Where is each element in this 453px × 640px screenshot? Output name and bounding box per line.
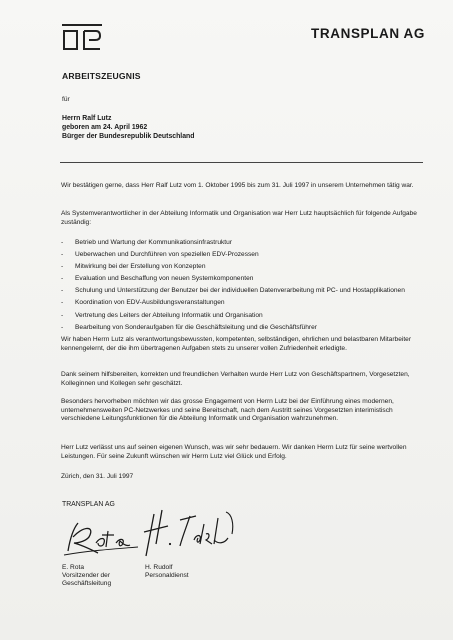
task-list — [61, 239, 431, 336]
intro-paragraph: Wir bestätigen gerne, dass Herr Ralf Lutz vom 1. Oktober 1995 bis zum 31. Juli 1997 in unserem Unternehmen tätig war. — [61, 182, 414, 189]
task-item — [61, 299, 431, 308]
bullet-dash: - — [61, 287, 64, 295]
signatory-left-name: E. Rota — [62, 564, 84, 571]
document-title: ARBEITSZEUGNIS — [62, 71, 141, 81]
bullet-dash: - — [61, 299, 64, 307]
company-name: TRANSPLAN AG — [311, 26, 425, 41]
task-item — [61, 324, 431, 333]
transplan-logo-icon — [60, 22, 104, 52]
task-text: Vertretung des Leiters der Abteilung Informatik und Organisation — [75, 311, 263, 319]
bullet-dash: - — [61, 251, 64, 259]
task-text: Bearbeitung von Sonderaufgaben für die Geschäftsleitung und die Geschäftsführer — [75, 323, 317, 331]
person-name: Herrn Ralf Lutz — [62, 115, 112, 122]
signature-company: TRANSPLAN AG — [62, 501, 115, 508]
divider-line — [60, 162, 423, 163]
signatory-right-role1: Personaldienst — [145, 572, 189, 580]
bullet-dash: - — [61, 263, 64, 271]
person-birthdate: geboren am 24. April 1962 — [62, 123, 148, 131]
bullet-dash: - — [61, 275, 64, 283]
task-item — [61, 312, 431, 321]
signatory-right-name: H. Rudolf — [145, 564, 173, 571]
signature-rudolf-icon — [140, 504, 240, 560]
signatory-right — [145, 564, 189, 580]
person-citizenship: Bürger der Bundesrepublik Deutschland — [62, 132, 195, 140]
task-item — [61, 251, 431, 260]
behavior-paragraph: Dank seinem hilfsbereiten, korrekten und freundlichen Verhalten wurde Herr Lutz von Geschäftspartnern, Vorgesetzten, Kolleginnen und Kollegen sehr geschätzt. — [61, 371, 410, 387]
task-text: Evaluation und Beschaffung von neuen Systemkomponenten — [75, 275, 254, 283]
task-text: Ueberwachen und Durchführen von speziellen EDV-Prozessen — [75, 251, 259, 259]
bullet-dash: - — [61, 311, 64, 319]
task-text: Mitwirkung bei der Erstellung von Konzepten — [75, 263, 206, 271]
signatory-left-role2: Geschäftsleitung — [62, 580, 112, 588]
engagement-paragraph: Besonders hervorheben möchten wir das grosse Engagement von Herrn Lutz bei der Einführung eines modernen, unternehmensweiten PC-Netzwerkes und seine Bereitschaft, nach dem Austritt seines Vorgesetzten interimistisch verschiedene Leitungsfunktionen für die Abteilung Informatik und Organisation wahrzunehmen. — [61, 398, 394, 422]
bullet-dash: - — [61, 323, 64, 331]
task-text: Koordination von EDV-Ausbildungsveranstaltungen — [75, 299, 225, 307]
signature-rota-icon — [60, 513, 140, 559]
departure-paragraph: Herr Lutz verlässt uns auf seinen eigenen Wunsch, was wir sehr bedauern. Wir danken Herrn Lutz für seine wertvollen Leistungen. Für seine Zukunft wünschen wir Herrn Lutz viel Glück und Erfolg. — [61, 444, 407, 460]
bullet-dash: - — [61, 239, 64, 246]
task-item — [61, 275, 431, 284]
task-text: Schulung und Unterstützung der Benutzer bei der individuellen Datenverarbeitung mit PC- und Hostapplikationen — [75, 287, 405, 295]
role-paragraph: Als Systemverantwortlicher in der Abteilung Informatik und Organisation war Herr Lutz hauptsächlich für folgende Aufgabe zuständig: — [61, 210, 417, 226]
assessment-paragraph: Wir haben Herrn Lutz als verantwortungsbewussten, kompetenten, selbständigen, ehrlichen und belastbaren Mitarbeiter kennengelernt, der die ihm übertragenen Aufgaben stets zu unserer vollen Zufriedenheit erledigte. — [61, 336, 412, 352]
task-item — [61, 263, 431, 272]
task-text: Betrieb und Wartung der Kommunikationsinfrastruktur — [75, 239, 232, 246]
task-item — [61, 287, 431, 296]
place-date: Zürich, den 31. Juli 1997 — [61, 473, 134, 480]
task-item — [61, 239, 431, 248]
signatory-left — [62, 564, 111, 589]
person-block — [62, 115, 194, 141]
for-label: für — [62, 96, 70, 103]
signatory-left-role1: Vorsitzender der — [62, 572, 111, 580]
